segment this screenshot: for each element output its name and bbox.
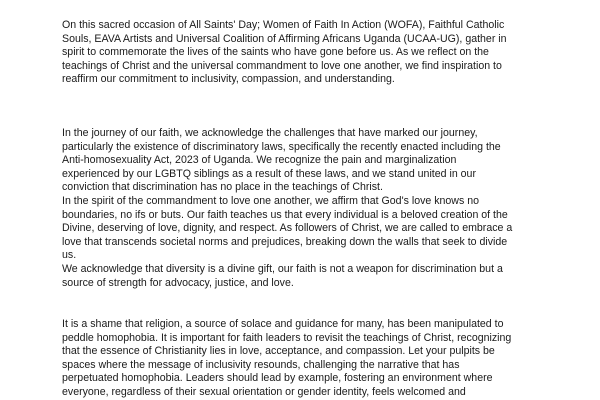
text-line: spaces where the message of inclusivity resounds, challenging the narrative that has xyxy=(62,358,460,371)
text-line: conviction that discrimination has no place in the teachings of Christ. xyxy=(62,181,383,194)
text-line: everyone, regardless of their sexual orientation or gender identity, feels welcomed and xyxy=(62,385,466,398)
text-line: teachings of Christ and the universal commandment to love one another, we find inspiration to xyxy=(62,59,502,72)
paragraph-all-saints-intro xyxy=(62,19,562,87)
text-line: reaffirm our commitment to inclusivity, compassion, and understanding. xyxy=(62,73,395,86)
text-line: boundaries, no ifs or buts. Our faith teaches us that every individual is a beloved creation of the xyxy=(62,208,508,221)
text-line: particularly the existence of discriminatory laws, specifically the recently enacted including the xyxy=(62,140,501,153)
paragraph-religion-homophobia xyxy=(62,318,562,400)
text-line: peddle homophobia. It is important for faith leaders to revisit the teachings of Christ, recognizing xyxy=(62,331,512,344)
text-line: In the journey of our faith, we acknowledge the challenges that have marked our journey, xyxy=(62,127,478,139)
text-line: Souls, EAVA Artists and Universal Coalition of Affirming Africans Uganda (UCAA-UG), gather in xyxy=(62,32,507,45)
text-line: Divine, deserving of love, dignity, and respect. As followers of Christ, we are called to embrace a xyxy=(62,222,513,235)
text-line: spirit to commemorate the lives of the saints who have gone before us. As we reflect on the xyxy=(62,46,489,59)
text-line: We acknowledge that diversity is a divine gift, our faith is not a weapon for discrimination but a xyxy=(62,262,503,275)
paragraph-journey-of-faith xyxy=(62,127,562,290)
text-line: perpetuated homophobia. Leaders should lead by example, fostering an environment where xyxy=(62,372,493,385)
text-line: It is a shame that religion, a source of solace and guidance for many, has been manipulated to xyxy=(62,318,504,330)
text-line: source of strength for advocacy, justice, and love. xyxy=(62,276,294,289)
text-line: love that transcends societal norms and prejudices, breaking down the walls that seek to divide xyxy=(62,235,508,248)
text-line: In the spirit of the commandment to love one another, we affirm that God's love knows no xyxy=(62,194,479,207)
text-line: experienced by our LGBTQ siblings as a result of these laws, and we stand united in our xyxy=(62,167,476,180)
text-line: us. xyxy=(62,249,77,262)
text-line: that the essence of Christianity lies in love, acceptance, and compassion. Let your pulpits be xyxy=(62,345,495,358)
text-line: On this sacred occasion of All Saints' Day; Women of Faith In Action (WOFA), Faithful Catholic xyxy=(62,19,505,31)
text-line: Anti-homosexuality Act, 2023 of Uganda. We recognize the pain and marginalization xyxy=(62,154,457,167)
